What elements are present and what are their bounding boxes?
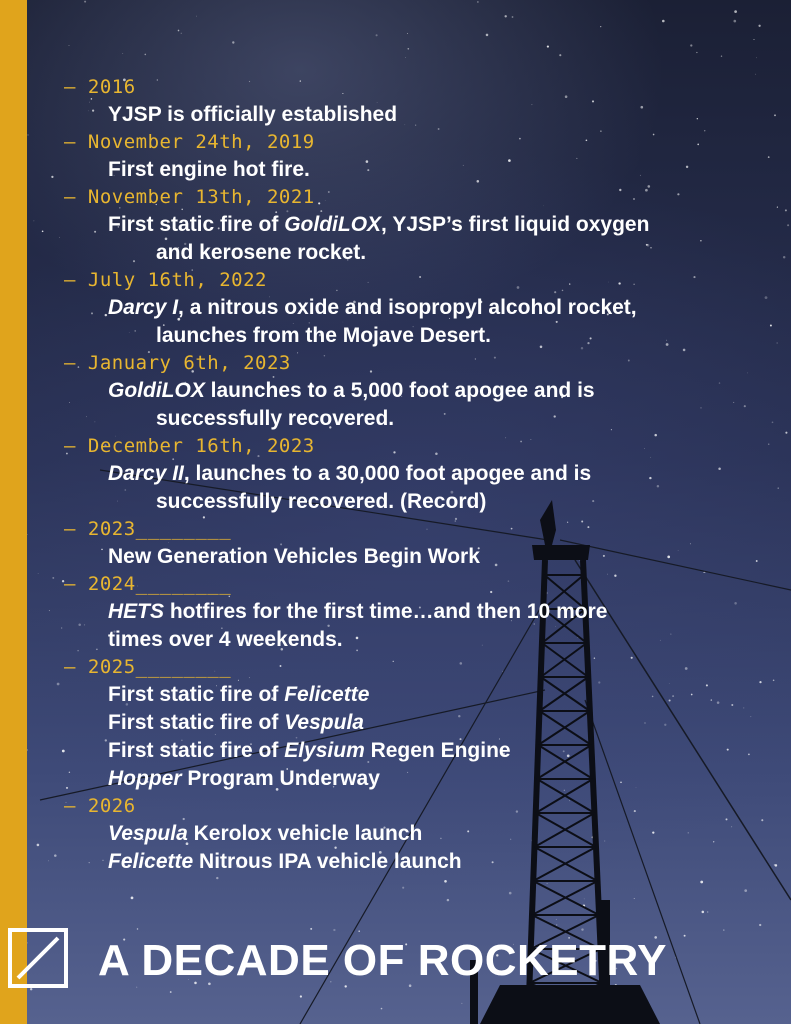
event-text: successfully recovered. xyxy=(156,407,395,430)
timeline-event-line xyxy=(108,765,764,793)
timeline-event-line xyxy=(108,820,764,848)
vehicle-name: Hopper xyxy=(108,767,182,790)
event-text: successfully recovered. (Record) xyxy=(156,490,487,513)
event-text: Regen Engine xyxy=(364,739,511,762)
page-title: A DECADE OF ROCKETRY xyxy=(98,936,667,985)
timeline-event-line xyxy=(156,405,764,433)
footer-title-block xyxy=(8,928,768,994)
timeline-event-line xyxy=(108,848,764,876)
event-text: , YJSP’s first liquid oxygen xyxy=(381,213,650,236)
event-text: Program Underway xyxy=(181,767,380,790)
timeline-date: — January 6th, 2023 xyxy=(64,352,291,374)
timeline-event-line xyxy=(108,598,764,626)
event-text: Kerolox vehicle launch xyxy=(187,822,423,845)
timeline-date: — 2024________ xyxy=(64,573,232,595)
vehicle-name: GoldiLOX xyxy=(284,213,382,236)
event-text: New Generation Vehicles Begin Work xyxy=(108,545,480,568)
timeline-event-line xyxy=(108,681,764,709)
timeline-event-line xyxy=(108,211,764,239)
vehicle-name: Felicette xyxy=(284,683,370,706)
timeline-date: — December 16th, 2023 xyxy=(64,435,315,457)
vehicle-name: Felicette xyxy=(108,850,194,873)
event-text: Nitrous IPA vehicle launch xyxy=(193,850,462,873)
timeline-event-line xyxy=(156,488,764,516)
vehicle-name: GoldiLOX xyxy=(108,379,205,402)
event-text: , launches to a 30,000 foot apogee and is xyxy=(183,462,592,485)
timeline-event-line xyxy=(108,737,764,765)
timeline xyxy=(64,74,764,876)
event-text: YJSP is officially established xyxy=(108,103,398,126)
event-text: First static fire of xyxy=(108,739,285,762)
timeline-event-line xyxy=(108,294,764,322)
vehicle-name: Darcy I xyxy=(108,296,179,319)
timeline-event-line xyxy=(156,239,764,267)
timeline-event-line xyxy=(108,709,764,737)
timeline-date: — 2023________ xyxy=(64,518,232,540)
event-text: First static fire of xyxy=(108,683,285,706)
timeline-date: — November 24th, 2019 xyxy=(64,131,315,153)
timeline-date: — July 16th, 2022 xyxy=(64,269,267,291)
event-text: launches to a 5,000 foot apogee and is xyxy=(204,379,595,402)
event-text: hotfires for the first time…and then 10 more xyxy=(164,600,608,623)
event-text: and kerosene rocket. xyxy=(156,241,367,264)
timeline-event-line xyxy=(108,377,764,405)
timeline-date: — November 13th, 2021 xyxy=(64,186,315,208)
vehicle-name: Elysium xyxy=(284,739,365,762)
accent-bar xyxy=(0,0,27,1024)
timeline-date: — 2026 xyxy=(64,795,136,817)
vehicle-name: Vespula xyxy=(284,711,364,734)
vehicle-name: Darcy II xyxy=(108,462,184,485)
timeline-date: — 2025________ xyxy=(64,656,232,678)
event-text: First static fire of xyxy=(108,213,285,236)
event-text: , a nitrous oxide and isopropyl alcohol rocket, xyxy=(178,296,637,319)
timeline-event-line xyxy=(108,101,764,129)
vehicle-name: HETS xyxy=(108,600,165,623)
timeline-event-line xyxy=(108,156,764,184)
event-text: launches from the Mojave Desert. xyxy=(156,324,491,347)
timeline-event-line xyxy=(156,322,764,350)
slash-square-logo-icon xyxy=(8,928,68,988)
event-text: First engine hot fire. xyxy=(108,158,310,181)
event-text: First static fire of xyxy=(108,711,285,734)
timeline-date: — 2016 xyxy=(64,76,136,98)
timeline-event-line xyxy=(108,543,764,571)
event-text: times over 4 weekends. xyxy=(108,628,343,651)
timeline-event-line xyxy=(108,460,764,488)
timeline-event-line xyxy=(108,626,764,654)
vehicle-name: Vespula xyxy=(108,822,188,845)
